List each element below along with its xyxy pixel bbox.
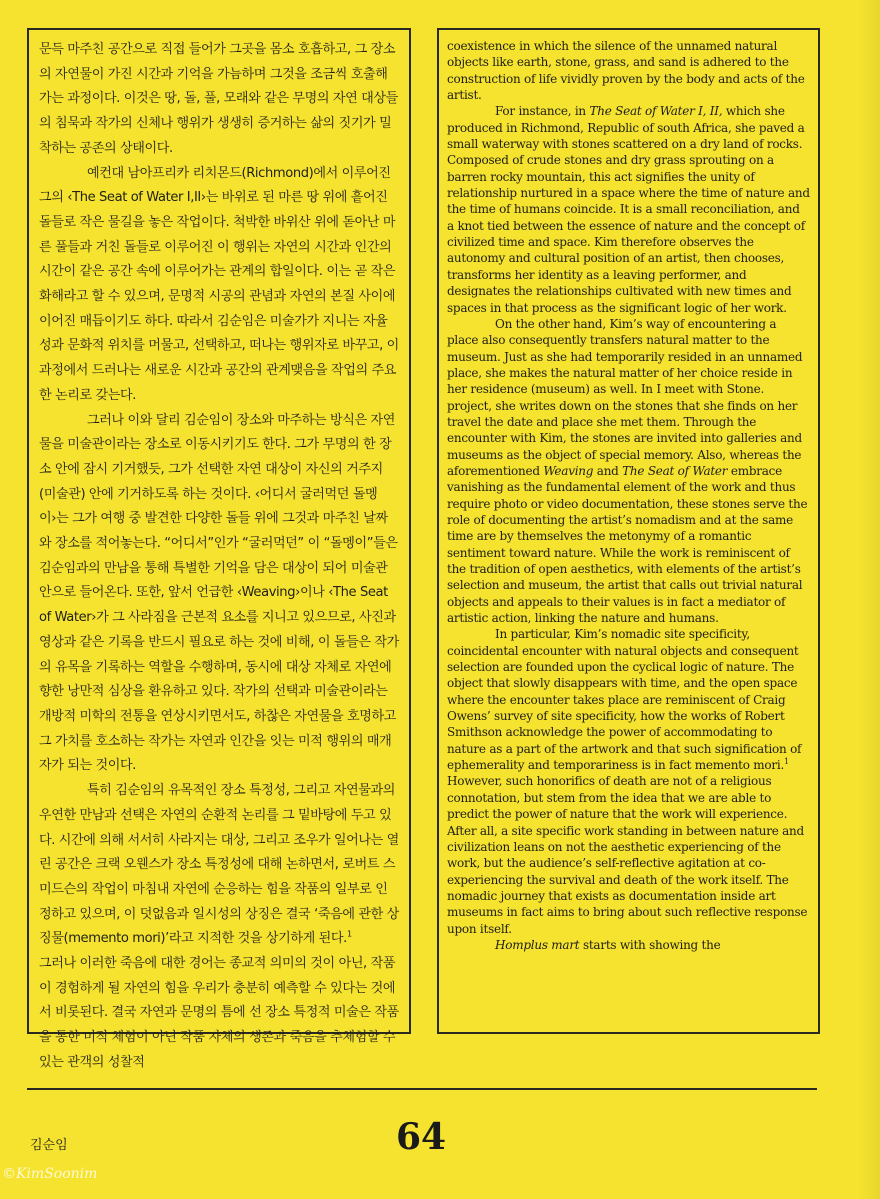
- p5-post: starts with showing the: [579, 937, 721, 952]
- page-number: 64: [396, 1116, 447, 1158]
- english-paragraph-5: [447, 937, 810, 953]
- english-text-column: [437, 28, 820, 1034]
- korean-paragraph-3: 그러나 이와 달리 김순임이 장소와 마주하는 방식은 자연물을 미술관이라는 장소로 이동시키기도 한다. 그가 무명의 한 장소 안에 잠시 기거했듯, 그가 선택한 자연 대상이 자신의 거주지(미술관) 안에 기거하도록 하는 것이다. ‹어디서 굴러먹던 돌멩이›는 그가 여행 중 발견한 다양한 돌들 위에 그것과 마주친 날짜와 장소를 적어놓는다. “어디서”인가 “굴러먹던” 이 “돌멩이”들은 김순임과의 만남을 통해 특별한 기억을 담은 대상이 되어 미술관 안으로 들어온다. 또한, 앞서 언급한 ‹Weaving›이나 ‹The Seat of Water›가 그 사라짐을 근본적 요소를 지니고 있으므로, 사진과 영상과 같은 기록을 반드시 필요로 하는 것에 비해, 이 돌들은 작가의 유목을 기록하는 역할을 수행하며, 동시에 대상 자체로 자연에 향한 낭만적 심상을 환유하고 있다. 작가의 선택과 미술관이라는 개방적 미학의 전통을 연상시키면서도, 하찮은 자연물을 호명하고 그 가치를 호소하는 작가는 자연과 인간을 잇는 미적 행위의 매개자가 되는 것이다.: [39, 412, 399, 774]
- footnote-mark: 1: [346, 929, 352, 939]
- p3-pre: On the other hand, Kim’s way of encountering a place also consequently transfers natural matter to the museum. Just as she had temporarily resided in an unnamed place, she makes the natural matter of her choice reside in her residence (museum) as well. In I meet with Stone. project, she writes down on the stones that she finds on her travel the date and place she met them. Through the encounter with Kim, the stones are invited into galleries and museums as the object of special memory. Also, whereas the aforementioned: [447, 316, 803, 478]
- work-title-weaving: Weaving: [543, 463, 594, 478]
- korean-paragraph-4: [39, 779, 399, 952]
- korean-text-column: [27, 28, 411, 1070]
- korean-paragraph-5: 그러나 이러한 죽음에 대한 경어는 종교적 의미의 것이 아닌, 작품이 경험하게 될 자연의 힘을 우리가 충분히 예측할 수 있다는 것에서 비롯된다. 결국 자연과 문명의 틈에 선 장소 특정적 미술은 작품을 통한 미적 체험이 아닌 작품 자체의 생존과 죽음을 추체험할 수 있는 관객의 성찰적: [39, 956, 399, 1070]
- p4-pre: In particular, Kim’s nomadic site specificity, coincidental encounter with natural objects and consequent selection are founded upon the cyclical logic of nature. The object that slowly disappears with time, and the open space where the encounter takes place are reminiscent of Craig Owens’ survey of site specificity, how the works of Robert Smithson acknowledge the power of accommodating to nature as a part of the artwork and that such signification of ephemerality and temporariness is in fact memento mori.: [447, 627, 802, 773]
- copyright-watermark: ©KimSoonim: [2, 1166, 98, 1182]
- footer-author: 김순임: [30, 1138, 68, 1153]
- p2-post: which she produced in Richmond, Republic of south Africa, she paved a small waterway with stones scattered on a dry land of rocks. Composed of crude stones and dry grass sprouting on a barren rocky mountain, this act signifies the unity of relationship nurtured in a space where the time of nature and the time of humans coincide. It is a small reconciliation, and a knot tied between the essence of nature and the concept of civilized time and space. Kim therefore observes the autonomy and cultural position of an artist, then chooses, transforms her identity as a leaving performer, and designates the relationships cultivated with new times and spaces in that process as the significant logic of her work.: [447, 104, 810, 315]
- english-paragraph-1: coexistence in which the silence of the unnamed natural objects like earth, stone, grass, and sand is adhered to the construction of life vividly proven by the body and acts of the artist.: [447, 39, 805, 103]
- work-title-seat-of-water: The Seat of Water I, II,: [589, 104, 723, 119]
- korean-paragraph-1: 문득 마주친 공간으로 직접 들어가 그곳을 몸소 호흡하고, 그 장소의 자연물이 가진 시간과 기억을 가늠하며 그것을 조금씩 호출해가는 과정이다. 이것은 땅, 돌, 풀, 모래와 같은 무명의 자연 대상들의 침묵과 작가의 신체나 행위가 생생히 증거하는 삶의 짓기가 밀착하는 공존의 상태이다.: [39, 42, 398, 156]
- p2-pre: For instance, in: [495, 104, 590, 119]
- english-paragraph-4: [447, 626, 810, 937]
- work-title-homplus-mart: Homplus mart: [495, 937, 580, 952]
- work-title-seat-of-water-2: The Seat of Water: [622, 463, 728, 478]
- page-fold-shadow: [858, 0, 880, 1199]
- english-paragraph-2: [447, 103, 810, 315]
- footnote-mark-en: 1: [784, 757, 789, 767]
- korean-paragraph-2: 예컨대 남아프리카 리치몬드(Richmond)에서 이루어진 그의 ‹The Seat of Water I,II›는 바위로 된 마른 땅 위에 흩어진 돌들로 작은 물길을 놓은 작업이다. 척박한 바위산 위에 돋아난 마른 풀들과 거친 돌들로 이루어진 이 행위는 자연의 시간과 인간의 시간이 같은 공간 속에 이루어가는 관계의 합일이다. 이는 곧 작은 화해라고 할 수 있으며, 문명적 시공의 관념과 자연의 본질 사이에 이어진 매듭이기도 하다. 따라서 김순임은 미술가가 지니는 자율성과 문화적 위치를 머물고, 선택하고, 떠나는 행위자로 바꾸고, 이 과정에서 드러나는 새로운 시간과 공간의 관계맺음을 작업의 주요한 논리로 갖는다.: [39, 165, 399, 403]
- english-paragraph-3: [447, 316, 810, 627]
- korean-paragraph-4-text: 특히 김순임의 유목적인 장소 특정성, 그리고 자연물과의 우연한 만남과 선택은 자연의 순환적 논리를 그 밑바탕에 두고 있다. 시간에 의해 서서히 사라지는 대상, 그리고 조우가 일어나는 열린 공간은 크랙 오웬스가 장소 특정성에 대해 논하면서, 로버트 스미드슨의 작업이 마침내 자연에 순응하는 힘을 작품의 일부로 인정하고 있으며, 이 덧없음과 일시성의 상징은 결국 ‘죽음에 관한 상징물(memento mori)’라고 지적한 것을 상기하게 된다.: [39, 783, 399, 947]
- footer-rule: [27, 1088, 817, 1090]
- p3-mid: and: [593, 463, 623, 478]
- p3-post: embrace vanishing as the fundamental element of the work and thus require photo or video documentation, these stones serve the role of documenting the artist’s nomadism and at the same time are by themselves the metonymy of a romantic sentiment toward nature. While the work is reminiscent of the tradition of open aesthetics, with elements of the artist’s selection and museum, the artist that calls out trivial natural objects and appeals to their values is in fact a mediator of artistic action, linking the nature and humans.: [447, 463, 808, 626]
- p4-post: However, such honorifics of death are not of a religious connotation, but stem from the idea that we are able to predict the power of nature that the work will experience. After all, a site specific work standing in between nature and civilization leans on not the aesthetic experiencing of the work, but the audience’s self-reflective agitation at co-experiencing the survival and death of the work itself. The nomadic journey that exists as documentation inside art museums in fact aims to bring about such reflective response upon itself.: [447, 774, 808, 936]
